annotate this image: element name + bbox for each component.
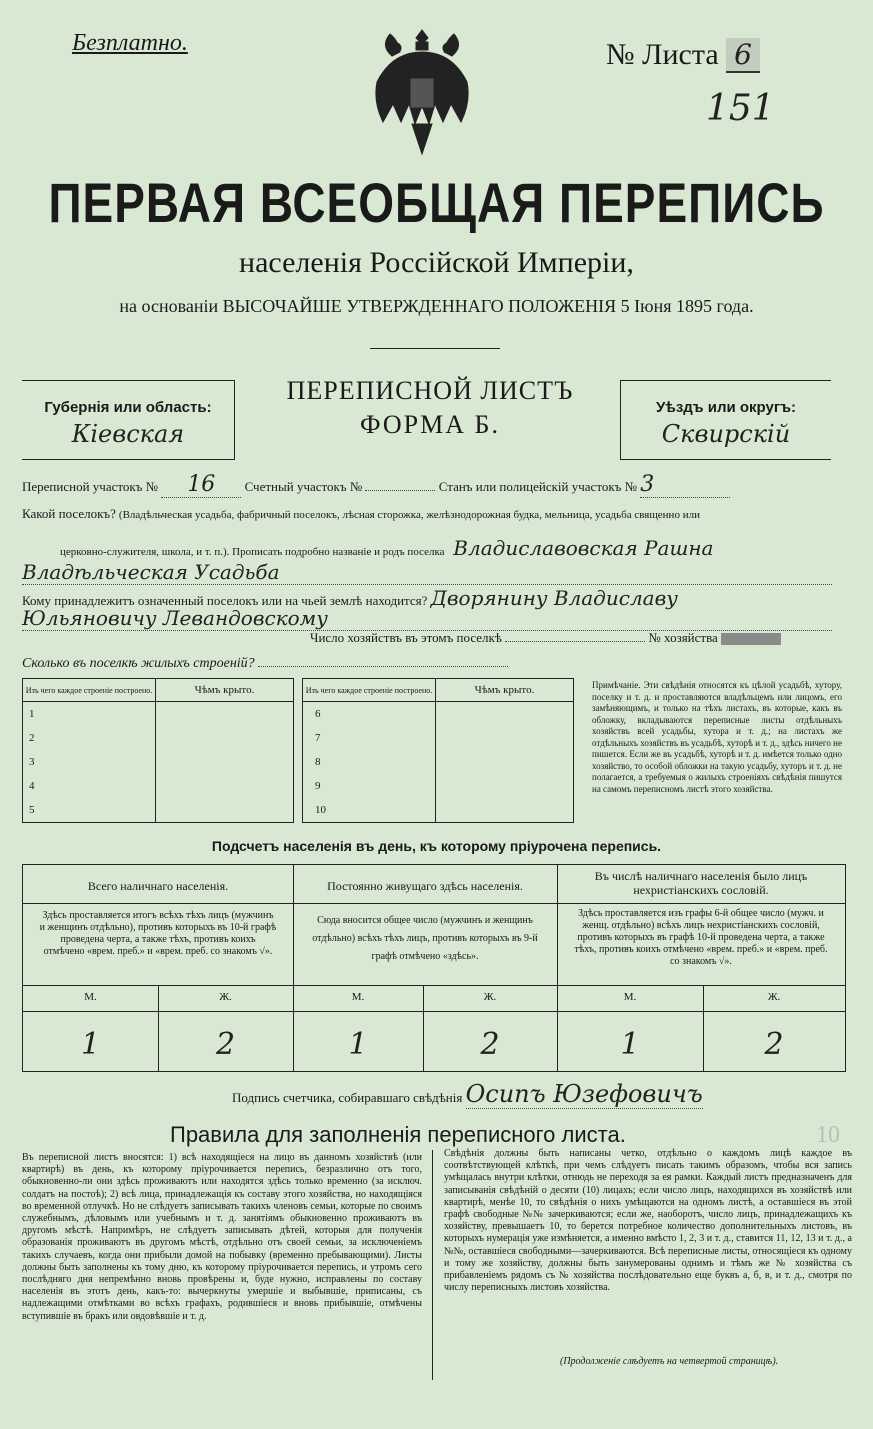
sheet-number-label (606, 38, 760, 72)
table-row (303, 774, 574, 798)
divider (23, 1011, 845, 1012)
settlement-hint-2: церковно-служителя, школа, и т. п.). Прописать подробно названіе и родъ поселка (60, 546, 445, 558)
col-nonchristian-header: Въ числѣ наличнаго населенія было лицъ нехристіанскихъ сословій. (557, 865, 845, 904)
station-value: 3 (640, 472, 730, 498)
col-permanent-desc: Сюда вносится общее число (мужчинъ и женщинъ отдѣльно) всѣхъ тѣхъ лицъ, противъ которыхъ въ 9-й графѣ отмѣчено «здѣсь». (312, 915, 538, 962)
row-number: 1 (23, 702, 156, 727)
col-permanent-header: Постоянно живущаго здѣсь населенія. (293, 865, 557, 904)
table-row (23, 750, 294, 774)
settlement-row-2 (60, 536, 850, 560)
permanent-f-label: Ж. (483, 991, 497, 1003)
nonchristian-m-label: М. (623, 991, 637, 1003)
households-value (505, 641, 645, 642)
settlement-hint: (Владѣльческая усадьба, фабричный поселокъ, лѣсная сторожка, желѣзнодорожная будка, мельница, усадьба священно или (118, 509, 700, 521)
province-value: Кіевская (71, 420, 185, 448)
household-no-label: № хозяйства (648, 630, 718, 645)
imperial-eagle-emblem (372, 28, 472, 158)
nonchristian-f-value: 2 (764, 1027, 784, 1062)
sheet-number-value: 6 (726, 38, 760, 73)
settlement-value-2: Владѣльческая Усадьба (22, 560, 832, 585)
district-label: Уѣздъ или округъ: (655, 399, 797, 416)
count-plot-label: Счетный участокъ № (244, 479, 363, 494)
signature-row (232, 1080, 832, 1108)
page-basis-line: на основаніи ВЫСОЧАЙШЕ УТВЕРЖДЕННАГО ПОЛОЖЕНІЯ 5 Іюня 1895 года. (119, 296, 754, 316)
rules-right-column: Свѣдѣнія должны быть написаны четко, отдѣльно о каждомъ лицѣ каждое въ соотвѣтствующей клѣткѣ, при чемъ слѣдуетъ писать такимъ образомъ, чтобы вся запись умѣщалась внутри клѣтки, отнюдь не переходя за ея рамки. Каждый листъ предназначенъ для записыванія свѣдѣній о десяти (10) лицахъ; если число лицъ, находящихся въ хозяйствѣ или квартирѣ, менѣе 10, то свѣдѣнія о нихъ умѣщаются на одномъ листѣ, а оставшіеся въ этой графѣ свободные №№ зачеркиваются; если же, наоборотъ, число лицъ, принадлежащихъ къ хозяйству, превышаетъ 10, то берется потребное количество дополнительныхъ листовъ, въ которыхъ нумерація уже измѣняется, а именно вмѣсто 1, 2, 3 и т. д., ставится 11, 12, 13 и т. д., а №№, оставшіеся свободными—зачеркиваются. Всѣ переписные листы, относящіеся къ одному и тому же хозяйству, должны быть занумерованы однимъ и тѣмъ же № хозяйства съ прибавленіемъ рядомъ съ № хозяйства послѣдовательно еще буквъ а, б, в, и т. д., смотря по числу переписныхъ листовъ хозяйства. (444, 1148, 852, 1294)
table-row (303, 702, 574, 727)
col-total-desc: Здѣсь проставляется итогъ всѣхъ тѣхъ лицъ (мужчинъ и женщинъ отдѣльно), противъ которыхъ въ 10-й графѣ проведена черта, а также тѣхъ, противъ коихъ отмѣчено «врем. преб.» и «врем. преб. со знакомъ √». (39, 910, 277, 957)
nonchristian-m-value: 1 (620, 1027, 640, 1062)
table-row (23, 726, 294, 750)
buildings-heading (22, 656, 508, 672)
col-nonchristian-desc: Здѣсь проставляется изъ графы 6-й общее число (мужч. и женщ. отдѣльно) всѣхъ лицъ нехристіанскихъ сословій, противъ которыхъ въ графѣ 10-й проведена черта, а также тѣхъ, противъ коихъ отмѣчено «врем. преб.» и «врем. преб. со знакомъ √». (574, 908, 828, 967)
population-table (22, 864, 846, 1072)
households-row (310, 630, 830, 646)
form-title-line1: ПЕРЕПИСНОЙ ЛИСТЪ (286, 376, 574, 405)
bleed-number: 10 (816, 1122, 840, 1148)
col-roof: Чѣмъ крыто. (436, 679, 574, 702)
table-row (23, 798, 294, 823)
total-f-label: Ж. (219, 991, 232, 1003)
population-heading: Подсчетъ населенія въ день, къ которому пріурочена перепись. (211, 838, 662, 854)
row-number: 10 (303, 798, 436, 823)
divider (370, 348, 500, 349)
province-box (22, 380, 235, 460)
row-number: 2 (23, 726, 156, 750)
sheet-number-prefix: № Листа (606, 38, 719, 71)
divider (23, 985, 845, 986)
rules-heading: Правила для заполненія переписного листа. (170, 1122, 626, 1147)
settlement-row (22, 506, 842, 522)
permanent-m-value: 1 (348, 1027, 368, 1062)
settlement-value-1: Владиславовская Рашна (453, 536, 714, 560)
permanent-f-value: 2 (480, 1027, 500, 1062)
row-number: 9 (303, 774, 436, 798)
permanent-m-label: М. (351, 991, 365, 1003)
row-number: 8 (303, 750, 436, 774)
col-material: Изъ чего каждое строеніе построено. (23, 679, 156, 702)
census-plot-value: 16 (161, 472, 241, 498)
row-number: 6 (303, 702, 436, 727)
row-number: 7 (303, 726, 436, 750)
census-plot-label: Переписной участокъ № (22, 479, 159, 494)
settlement-question: Какой поселокъ? (22, 506, 116, 521)
buildings-table-left (22, 678, 294, 823)
col-material: Изъ чего каждое строеніе построено. (303, 679, 436, 702)
table-row (303, 798, 574, 823)
owner-value-1: Дворянину Владиславу (430, 586, 678, 610)
total-m-label: М. (84, 991, 97, 1003)
buildings-heading-text: Сколько въ поселкѣ жилыхъ строеній? (22, 656, 255, 671)
owner-label: Кому принадлежитъ означенный поселокъ или на чьей землѣ находится? (22, 593, 428, 608)
col-roof: Чѣмъ крыто. (156, 679, 294, 702)
table-row (303, 750, 574, 774)
form-title-line2: ФОРМА Б. (360, 410, 500, 439)
rules-left-column: Въ переписной листъ вносятся: 1) всѣ находящіеся на лицо въ данномъ хозяйствѣ (или квартирѣ) въ день, къ которому пріурочивается перепись, безразлично отъ того, обыкновенно-ли они здѣсь проживаютъ или находятся здѣсь только временно (за исключ. солдатъ на постоѣ); 2) всѣ лица, принадлежащія къ составу этого хозяйства, но находящіяся во временной отлучкѣ. Но не слѣдуетъ записывать такихъ членовъ семьи, которые по своимъ служебнымъ, дѣловымъ или учебнымъ и т. д. занятіямъ обыкновенно проживаютъ въ другомъ мѣстѣ. Напримѣръ, не слѣдуетъ записывать дѣтей, которыя для полученія образованія проживаютъ въ другомъ мѣстѣ, отдѣльно отъ своей семьи, за исключеніемъ такихъ случаевъ, когда они прибыли домой на побывку (временно пребывающими). Листы должны быть заполнены къ тому дню, къ которому пріурочивается перепись, и утромъ сего послѣдняго дня непремѣнно вновь провѣрены и, буде нужно, исправлены по составу населенія въ этотъ день, какъ-то: вычеркнуты умершіе и выбывшіе, приписаны, съ надлежащими отмѣтками во всѣхъ графахъ, родившіеся и вновь прибывшіе, отмѣчены вступившіе въ бракъ или овдовѣвшіе и т. д. (22, 1152, 422, 1322)
province-label: Губернія или область: (44, 399, 212, 416)
col-total-header: Всего наличнаго населенія. (23, 865, 293, 904)
row-number: 4 (23, 774, 156, 798)
total-f-value: 2 (215, 1027, 236, 1062)
buildings-table-right (302, 678, 574, 823)
nonchristian-f-label: Ж. (767, 991, 781, 1003)
table-row (303, 726, 574, 750)
station-label: Станъ или полицейскій участокъ № (438, 479, 638, 494)
row-number: 3 (23, 750, 156, 774)
signature-value: Осипъ Юзефовичъ (465, 1080, 703, 1108)
table-row (23, 702, 294, 727)
households-label: Число хозяйствъ въ этомъ поселкѣ (310, 630, 502, 645)
page-title: ПЕРВАЯ ВСЕОБЩАЯ ПЕРЕПИСЬ (48, 171, 825, 235)
table-row (23, 774, 294, 798)
total-m-value: 1 (80, 1027, 101, 1062)
free-label: Безплатно. (72, 30, 188, 56)
page-subtitle: населенія Россійской Имперіи, (239, 246, 634, 279)
buildings-heading-line (258, 666, 508, 667)
owner-value-2: Юльяновичу Левандовскому (22, 606, 832, 631)
note-text: Примѣчаніе. Эти свѣдѣнія относятся къ цѣлой усадьбѣ, хутору, поселку и т. д. и проставляются владѣльцемъ или лицомъ, его замѣняющимъ, и только на тѣхъ листахъ, въ которые, какъ въ обложку, вкладываются переписные листы отдѣльныхъ хозяйствъ всей усадьбы, хутора и т. д.; на листахъ же отдѣльныхъ хозяйствъ въ усадьбѣ, хуторѣ и т. д., здѣсь ничего не пишется. Если же въ усадьбѣ, хуторѣ и т. д. имѣется только одно хозяйство, то особой обложки на такую усадьбу, хуторъ и т. д. не полагается, а требуемыя о жилыхъ строеніяхъ свѣдѣнія пишутся на самомъ переписномъ листѣ этого хозяйства. (592, 680, 842, 794)
rules-continuation: (Продолженіе слѣдуетъ на четвертой страницѣ). (560, 1356, 779, 1367)
district-value: Сквирскій (661, 420, 791, 448)
census-plot-row (22, 472, 832, 498)
count-plot-value (365, 490, 435, 491)
row-number: 5 (23, 798, 156, 823)
rules-column-divider (432, 1150, 433, 1380)
handwritten-number: 151 (706, 88, 775, 129)
form-title (240, 376, 620, 440)
signature-label: Подпись счетчика, собиравшаго свѣдѣнія (232, 1090, 463, 1105)
household-no-value (721, 633, 781, 645)
district-box (620, 380, 831, 460)
